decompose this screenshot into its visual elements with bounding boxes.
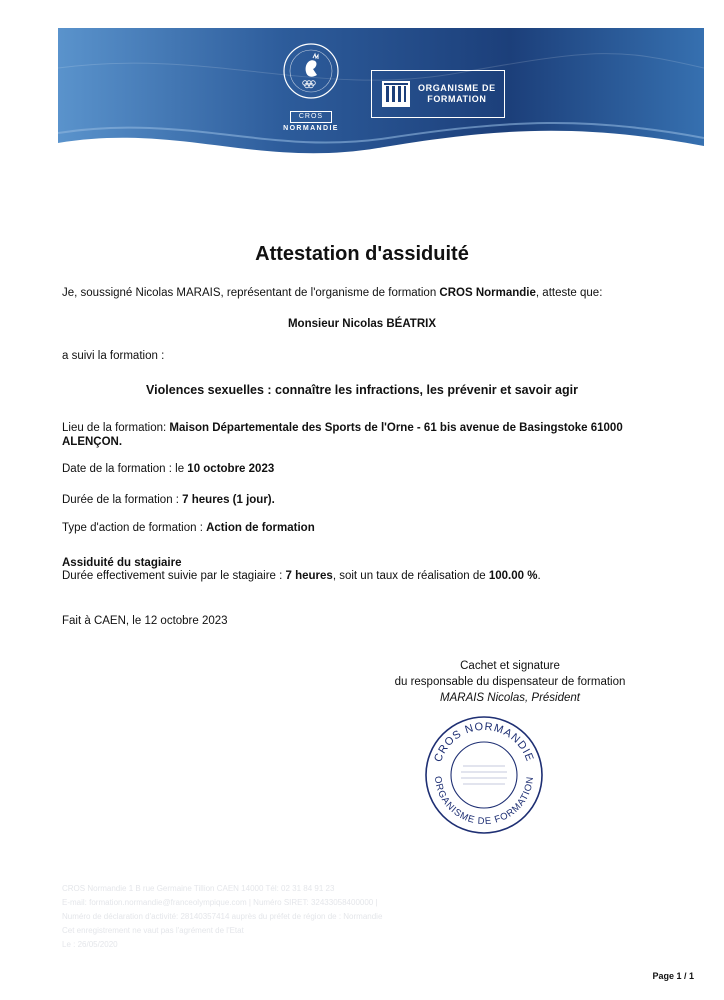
duration-label: Durée de la formation : xyxy=(62,494,183,506)
columns-icon xyxy=(382,81,410,107)
footer-line5: Le : 26/05/2020 xyxy=(62,940,118,949)
action-type-value: Action de formation xyxy=(206,522,315,534)
page-number: Page 1 / 1 xyxy=(652,971,694,981)
followed-label: a suivi la formation : xyxy=(62,350,165,362)
attendance-middle: , soit un taux de réalisation de xyxy=(332,570,489,582)
duration-line xyxy=(62,493,275,508)
signature-line2: du responsable du dispensateur de formation xyxy=(394,676,626,688)
location-line2 xyxy=(62,435,122,450)
date-line xyxy=(62,462,274,477)
cros-logo xyxy=(272,38,350,150)
document-title: Attestation d'assiduité xyxy=(255,243,469,265)
attendance-prefix: Durée effectivement suivie par le stagiaire : xyxy=(62,570,286,582)
signature-line3: MARAIS Nicolas, Président xyxy=(440,692,580,704)
training-title-text: Violences sexuelles : connaître les infractions, les prévenir et savoir agir xyxy=(146,383,578,397)
attendance-heading-text: Assiduité du stagiaire xyxy=(62,557,182,569)
action-type-label: Type d'action de formation : xyxy=(62,522,207,534)
footer-legal xyxy=(62,882,382,952)
footer-line2: E-mail: formation.normandie@franceolympique.com | Numéro SIRET: 32433058400000 | xyxy=(62,898,378,907)
location-line1 xyxy=(62,421,623,436)
header-banner xyxy=(58,28,704,168)
signature-block xyxy=(360,658,660,706)
attendance-line xyxy=(62,569,541,584)
intro-org: CROS Normandie xyxy=(439,287,536,299)
stamp-side-text: ORGANISME DE FORMATION xyxy=(431,775,537,828)
date-value: 10 octobre 2023 xyxy=(187,463,275,475)
cros-tag: CROS xyxy=(290,111,332,123)
intro-paragraph xyxy=(62,286,602,301)
trainee-name xyxy=(0,317,724,332)
trainee-name-text: Monsieur Nicolas BÉATRIX xyxy=(287,318,437,330)
intro-prefix: Je, soussigné Nicolas MARAIS, représentant de l'organisme de formation xyxy=(62,287,440,299)
footer-line4: Cet enregistrement ne vaut pas l'agrément de l'Etat xyxy=(62,926,244,935)
org-label xyxy=(418,83,496,105)
footer-line3: Numéro de déclaration d'activité: 28140357414 auprès du préfet de région de : Normandie xyxy=(62,912,383,921)
attendance-rate: 100.00 % xyxy=(488,570,538,582)
intro-suffix: , atteste que: xyxy=(535,287,603,299)
training-title xyxy=(0,383,724,398)
organisme-formation-badge xyxy=(371,70,505,118)
rooster-medal-icon xyxy=(282,42,340,100)
footer-line1: CROS Normandie 1 B rue Germaine Tillion CAEN 14000 Tél: 02 31 84 91 23 xyxy=(62,884,335,893)
cros-region: NORMANDIE xyxy=(283,125,339,132)
signature-line1: Cachet et signature xyxy=(460,660,560,672)
place-date: Fait à CAEN, le 12 octobre 2023 xyxy=(62,615,228,627)
attendance-end: . xyxy=(537,570,541,582)
attendance-hours: 7 heures xyxy=(285,570,333,582)
location-value-line1: Maison Départementale des Sports de l'Orne - 61 bis avenue de Basingstoke 61000 xyxy=(169,422,623,434)
stamp-top-text: CROS NORMANDIE xyxy=(432,720,536,764)
duration-value: 7 heures (1 jour). xyxy=(182,494,275,506)
official-stamp xyxy=(423,714,545,836)
org-label-line1: ORGANISME DE xyxy=(418,83,496,93)
location-label: Lieu de la formation: xyxy=(62,422,170,434)
action-type-line xyxy=(62,521,315,536)
location-value-line2: ALENÇON. xyxy=(62,436,123,448)
org-label-line2: FORMATION xyxy=(427,94,487,104)
date-label: Date de la formation : le xyxy=(62,463,188,475)
